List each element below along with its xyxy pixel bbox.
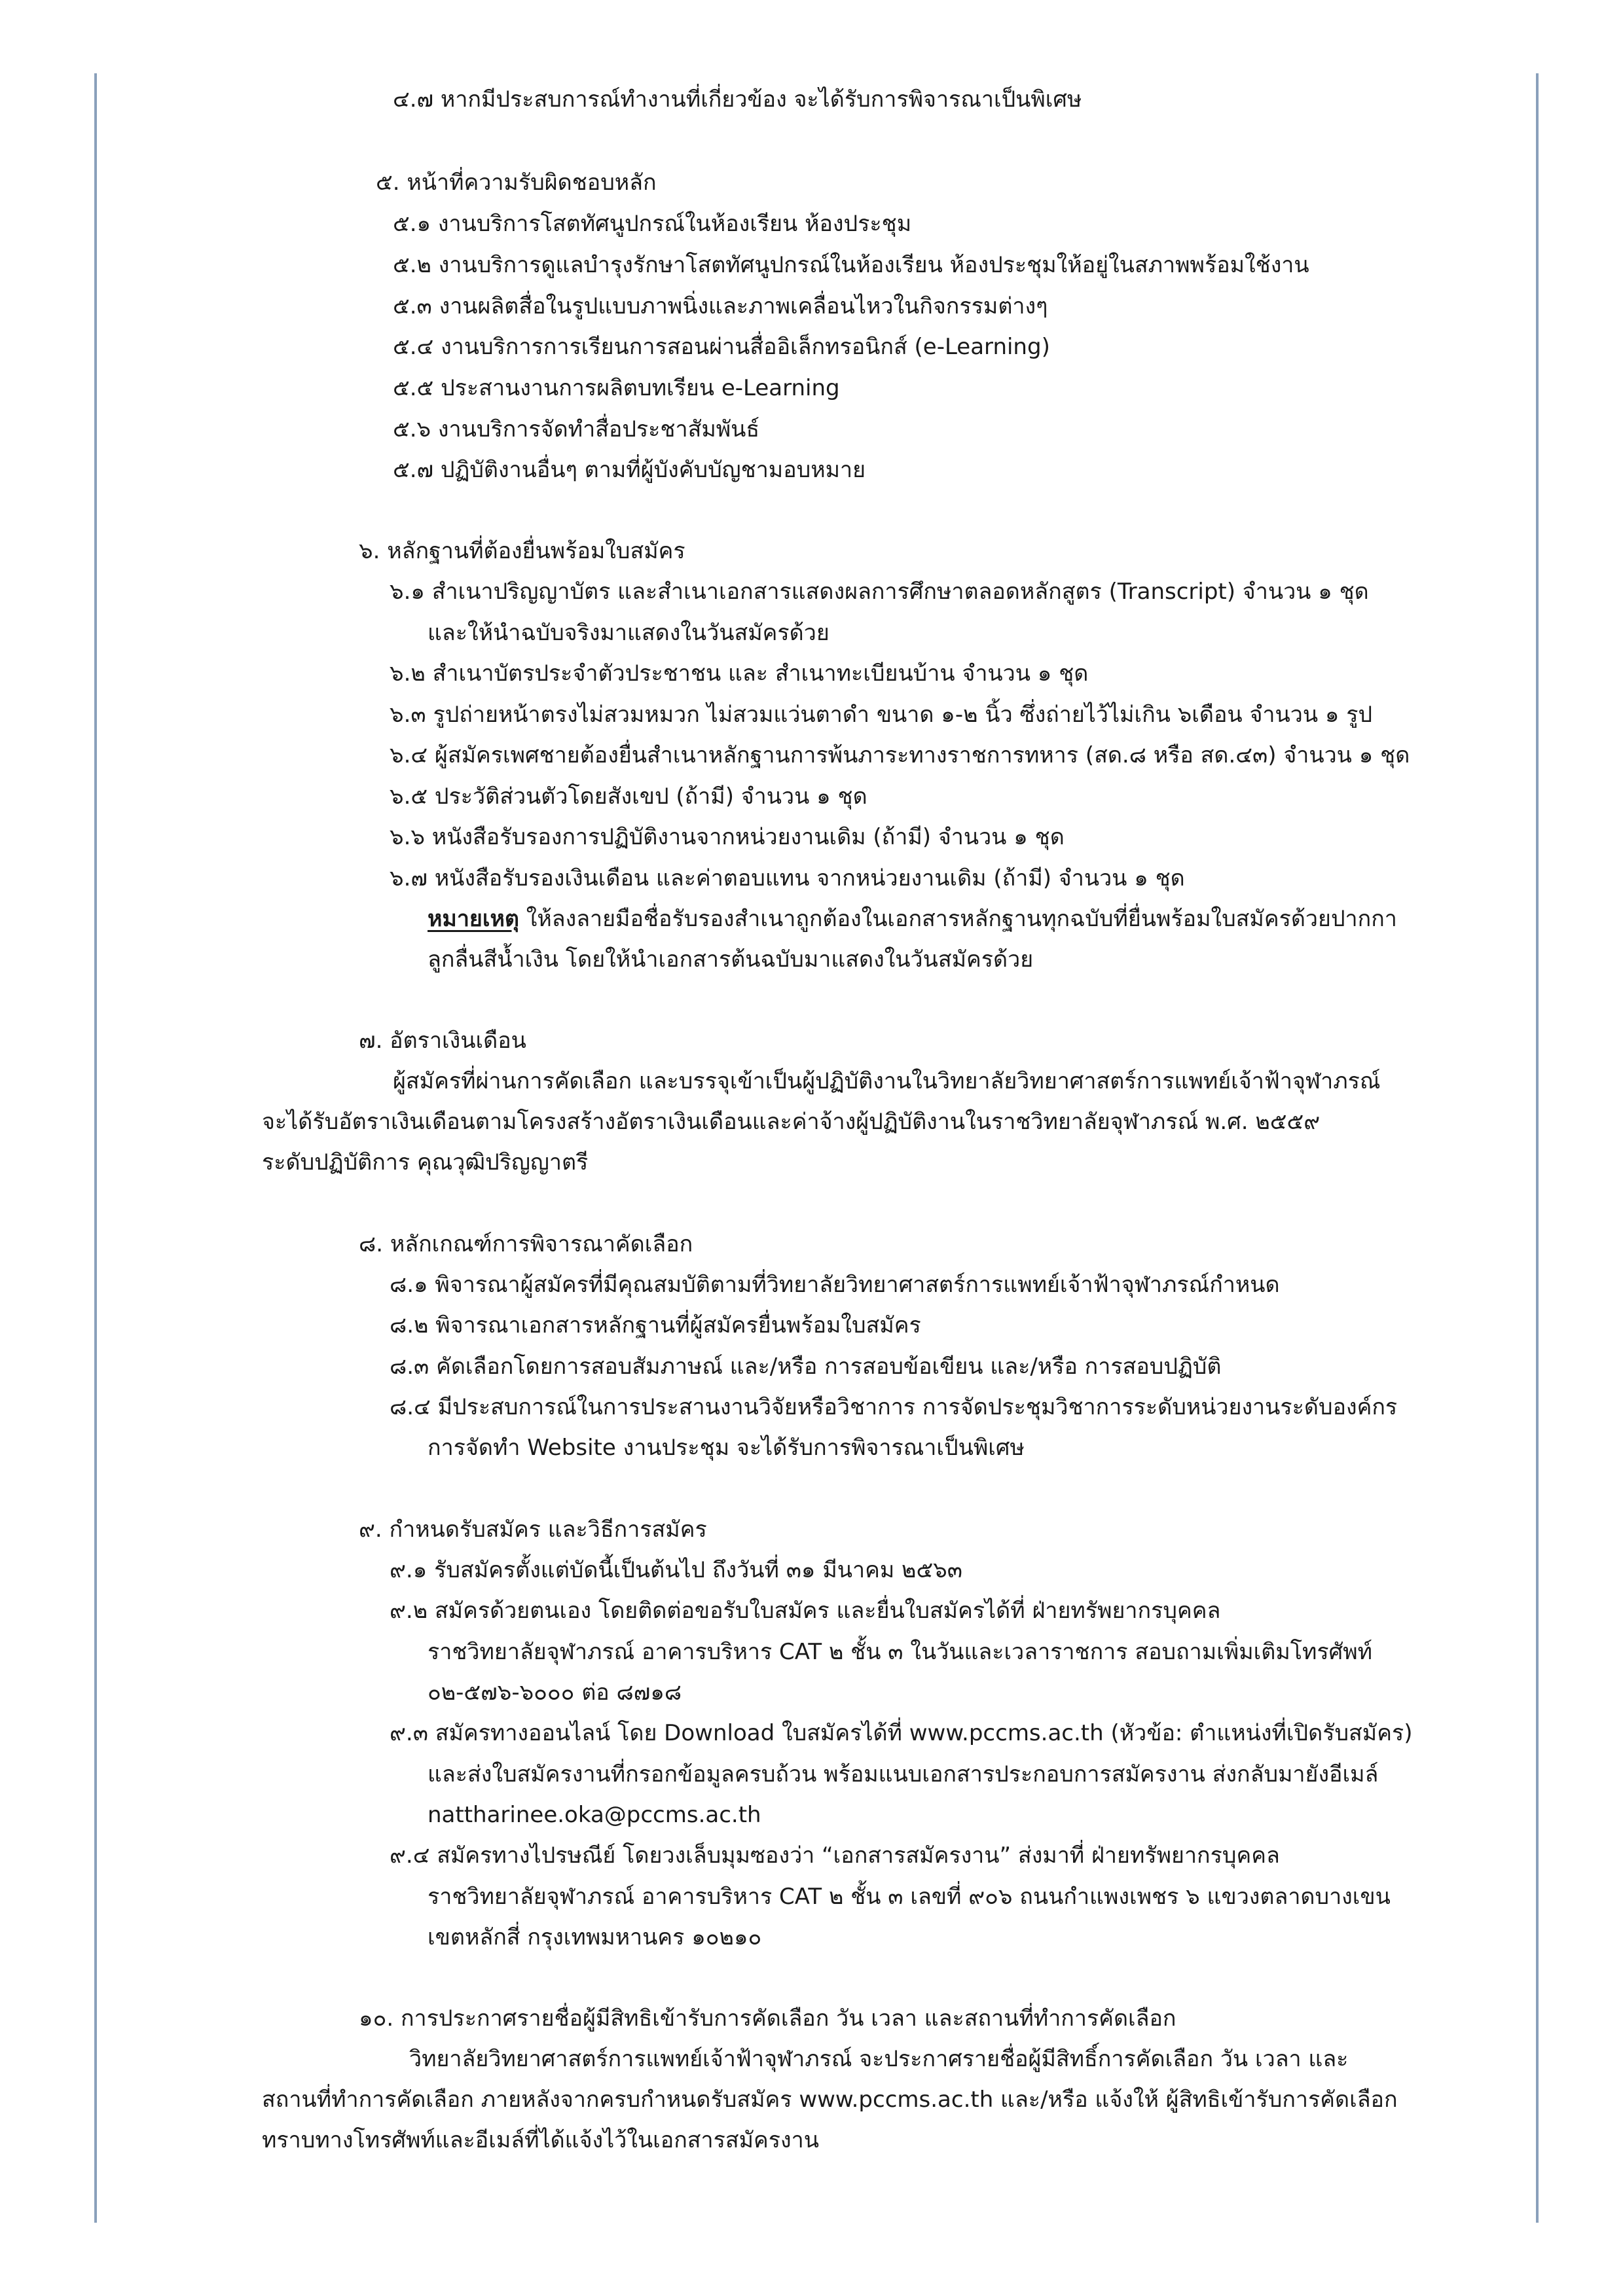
page-border-left: [94, 73, 97, 2223]
announce-para-2: สถานที่ทำการคัดเลือก ภายหลังจากครบกำหนดรับสมัคร www.pccms.ac.th และ/หรือ แจ้งให้ ผู้สิทธิเข้ารับการคัดเลือก: [262, 2087, 1398, 2113]
section-6-heading: ๖. หลักฐานที่ต้องยื่นพร้อมใบสมัคร: [359, 538, 685, 564]
section-8-heading: ๘. หลักเกณฑ์การพิจารณาคัดเลือก: [359, 1231, 693, 1257]
item-6-5: ๖.๕ ประวัติส่วนตัวโดยสังเขป (ถ้ามี) จำนวน ๑ ชุด: [390, 783, 867, 810]
item-6-7: ๖.๗ หนังสือรับรองเงินเดือน และค่าตอบแทน จากหน่วยงานเดิม (ถ้ามี) จำนวน ๑ ชุด: [390, 865, 1185, 891]
item-6-1: ๖.๑ สำเนาปริญญาบัตร และสำเนาเอกสารแสดงผลการศึกษาตลอดหลักสูตร (Transcript) จำนวน ๑ ชุด: [390, 579, 1369, 605]
item-9-2: ๙.๒ สมัครด้วยตนเอง โดยติดต่อขอรับใบสมัคร และยื่นใบสมัครได้ที่ ฝ่ายทรัพยากรบุคคล: [390, 1598, 1221, 1624]
item-9-4-cont-2: เขตหลักสี่ กรุงเทพมหานคร ๑๐๒๑๐: [428, 1924, 762, 1950]
item-8-4-cont: การจัดทำ Website งานประชุม จะได้รับการพิจารณาเป็นพิเศษ: [428, 1435, 1025, 1461]
item-9-4: ๙.๔ สมัครทางไปรษณีย์ โดยวงเล็บมุมซองว่า “เอกสารสมัครงาน” ส่งมาที่ ฝ่ายทรัพยากรบุคคล: [390, 1842, 1280, 1869]
item-6-6: ๖.๖ หนังสือรับรองการปฏิบัติงานจากหน่วยงานเดิม (ถ้ามี) จำนวน ๑ ชุด: [390, 824, 1065, 850]
item-5-7: ๕.๗ ปฏิบัติงานอื่นๆ ตามที่ผู้บังคับบัญชามอบหมาย: [393, 457, 866, 483]
item-8-4: ๘.๔ มีประสบการณ์ในการประสานงานวิจัยหรือวิชาการ การจัดประชุมวิชาการระดับหน่วยงานระดับองค์กร: [390, 1394, 1398, 1420]
item-6-3: ๖.๓ รูปถ่ายหน้าตรงไม่สวมหมวก ไม่สวมแว่นตาดำ ขนาด ๑-๒ นิ้ว ซึ่งถ่ายไว้ไม่เกิน ๖เดือน จำนวน ๑ รูป: [390, 702, 1373, 728]
item-6-1-cont: และให้นำฉบับจริงมาแสดงในวันสมัครด้วย: [428, 620, 830, 646]
item-5-4: ๕.๔ งานบริการการเรียนการสอนผ่านสื่ออิเล็กทรอนิกส์ (e-Learning): [393, 334, 1050, 360]
remark-line: [428, 903, 1397, 935]
item-9-1: ๙.๑ รับสมัครตั้งแต่บัดนี้เป็นต้นไป ถึงวันที่ ๓๑ มีนาคม ๒๕๖๓: [390, 1557, 963, 1583]
salary-para-1: ผู้สมัครที่ผ่านการคัดเลือก และบรรจุเข้าเป็นผู้ปฏิบัติงานในวิทยาลัยวิทยาศาสตร์การแพทย์เจ้าฟ้าจุฬาภรณ์: [393, 1068, 1381, 1094]
item-9-3: ๙.๓ สมัครทางออนไลน์ โดย Download ใบสมัครได้ที่ www.pccms.ac.th (หัวข้อ: ตำแหน่งที่เปิดรับสมัคร): [390, 1720, 1413, 1746]
remark-text: ให้ลงลายมือชื่อรับรองสำเนาถูกต้องในเอกสารหลักฐานทุกฉบับที่ยื่นพร้อมใบสมัครด้วยปากกา: [519, 906, 1397, 932]
item-9-4-cont-1: ราชวิทยาลัยจุฬาภรณ์ อาคารบริหาร CAT ๒ ชั้น ๓ เลขที่ ๙๐๖ ถนนกำแพงเพชร ๖ แขวงตลาดบางเขน: [428, 1884, 1391, 1910]
salary-para-3: ระดับปฏิบัติการ คุณวุฒิปริญญาตรี: [262, 1149, 589, 1175]
item-5-2: ๕.๒ งานบริการดูแลบำรุงรักษาโสตทัศนูปกรณ์ในห้องเรียน ห้องประชุมให้อยู่ในสภาพพร้อมใช้งาน: [393, 252, 1309, 278]
item-6-2: ๖.๒ สำเนาบัตรประจำตัวประชาชน และ สำเนาทะเบียนบ้าน จำนวน ๑ ชุด: [390, 660, 1089, 687]
remark-label: หมายเหตุ: [428, 906, 519, 932]
item-8-3: ๘.๓ คัดเลือกโดยการสอบสัมภาษณ์ และ/หรือ การสอบข้อเขียน และ/หรือ การสอบปฏิบัติ: [390, 1354, 1222, 1380]
section-7-heading: ๗. อัตราเงินเดือน: [359, 1028, 526, 1054]
item-9-2-cont-2: ๐๒-๕๗๖-๖๐๐๐ ต่อ ๘๗๑๘: [428, 1679, 682, 1706]
section-10-heading: ๑๐. การประกาศรายชื่อผู้มีสิทธิเข้ารับการคัดเลือก วัน เวลา และสถานที่ทำการคัดเลือก: [359, 2005, 1176, 2032]
item-5-5: ๕.๕ ประสานงานการผลิตบทเรียน e-Learning: [393, 375, 840, 401]
item-9-3-cont-1: และส่งใบสมัครงานที่กรอกข้อมูลครบถ้วน พร้อมแนบเอกสารประกอบการสมัครงาน ส่งกลับมายังอีเมล์: [428, 1761, 1379, 1787]
item-9-2-cont-1: ราชวิทยาลัยจุฬาภรณ์ อาคารบริหาร CAT ๒ ชั้น ๓ ในวันและเวลาราชการ สอบถามเพิ่มเติมโทรศัพท์: [428, 1639, 1373, 1665]
announce-para-3: ทราบทางโทรศัพท์และอีเมล์ที่ได้แจ้งไว้ในเอกสารสมัครงาน: [262, 2127, 819, 2153]
section-9-heading: ๙. กำหนดรับสมัคร และวิธีการสมัคร: [359, 1516, 707, 1543]
item-5-6: ๕.๖ งานบริการจัดทำสื่อประชาสัมพันธ์: [393, 416, 760, 442]
section-5-heading: ๕. หน้าที่ความรับผิดชอบหลัก: [376, 170, 657, 196]
announce-para-1: วิทยาลัยวิทยาศาสตร์การแพทย์เจ้าฟ้าจุฬาภรณ์ จะประกาศรายชื่อผู้มีสิทธิ์การคัดเลือก วัน เวลา และ: [409, 2046, 1349, 2072]
item-5-3: ๕.๓ งานผลิตสื่อในรูปแบบภาพนิ่งและภาพเคลื่อนไหวในกิจกรรมต่างๆ: [393, 293, 1048, 319]
item-9-3-email: nattharinee.oka@pccms.ac.th: [428, 1802, 761, 1828]
item-8-1: ๘.๑ พิจารณาผู้สมัครที่มีคุณสมบัติตามที่วิทยาลัยวิทยาศาสตร์การแพทย์เจ้าฟ้าจุฬาภรณ์กำหนด: [390, 1272, 1280, 1298]
remark-cont: ลูกลื่นสีน้ำเงิน โดยให้นำเอกสารต้นฉบับมาแสดงในวันสมัครด้วย: [428, 946, 1034, 973]
salary-para-2: จะได้รับอัตราเงินเดือนตามโครงสร้างอัตราเงินเดือนและค่าจ้างผู้ปฏิบัติงานในราชวิทยาลัยจุฬาภรณ์ พ.ศ. ๒๕๕๙: [262, 1109, 1321, 1135]
item-5-1: ๕.๑ งานบริการโสตทัศนูปกรณ์ในห้องเรียน ห้องประชุม: [393, 211, 912, 237]
item-6-4: ๖.๔ ผู้สมัครเพศชายต้องยื่นสำเนาหลักฐานการพ้นภาระทางราชการทหาร (สด.๘ หรือ สด.๔๓) จำนวน ๑ ชุด: [390, 742, 1410, 768]
item-8-2: ๘.๒ พิจารณาเอกสารหลักฐานที่ผู้สมัครยื่นพร้อมใบสมัคร: [390, 1312, 921, 1338]
item-4-7: ๔.๗ หากมีประสบการณ์ทำงานที่เกี่ยวข้อง จะได้รับการพิจารณาเป็นพิเศษ: [393, 86, 1082, 113]
page-border-right: [1536, 73, 1539, 2223]
